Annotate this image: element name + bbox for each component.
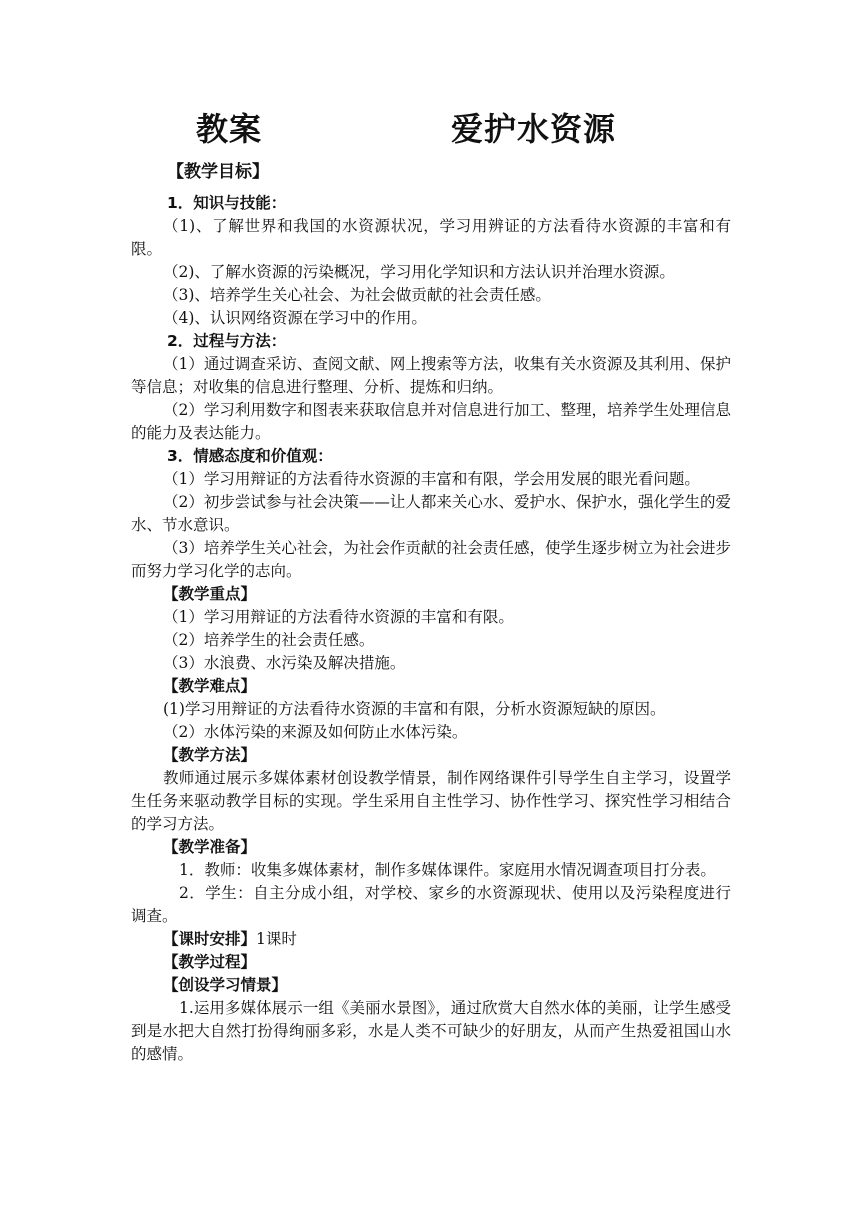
schedule-value: 1课时 <box>256 930 297 948</box>
section-heading: 【教学重点】 <box>163 585 257 603</box>
paragraph: （3）水浪费、水污染及解决措施。 <box>163 654 406 672</box>
paragraph: （2)、了解水资源的污染概况，学习用化学知识和方法认识并治理水资源。 <box>163 263 675 281</box>
title-right: 爱护水资源 <box>451 110 617 148</box>
section-heading: 【教学难点】 <box>163 677 257 695</box>
paragraph: （3)、培养学生关心社会、为社会做贡献的社会责任感。 <box>163 286 551 304</box>
paragraph: （1）学习用辩证的方法看待水资源的丰富和有限，学会用发展的眼光看问题。 <box>163 470 700 488</box>
paragraph: （2）学习利用数字和图表来获取信息并对信息进行加工、整理，培养学生处理信息的能力及表达能力。 <box>131 401 731 442</box>
paragraph: （1）学习用辩证的方法看待水资源的丰富和有限。 <box>163 608 514 626</box>
paragraph: （2）初步尝试参与社会决策——让人都来关心水、爱护水、保护水，强化学生的爱水、节水意识。 <box>131 493 731 534</box>
paragraph: （2）培养学生的社会责任感。 <box>163 631 375 649</box>
paragraph: （1)、了解世界和我国的水资源状况，学习用辨证的方法看待水资源的丰富和有限。 <box>131 217 731 258</box>
paragraph: (1)学习用辩证的方法看待水资源的丰富和有限，分析水资源短缺的原因。 <box>163 700 666 718</box>
section-heading: 【教学方法】 <box>163 746 257 764</box>
section-heading: 【创设学习情景】 <box>163 976 288 994</box>
document-body <box>131 158 731 1066</box>
paragraph: （2）水体污染的来源及如何防止水体污染。 <box>163 723 468 741</box>
title-left: 教案 <box>196 110 263 148</box>
section-heading: 2．过程与方法： <box>167 332 287 350</box>
paragraph: 教师通过展示多媒体素材创设教学情景，制作网络课件引导学生自主学习，设置学生任务来驱动教学目标的实现。学生采用自主性学习、协作性学习、探究性学习相结合的学习方法。 <box>131 769 731 833</box>
section-heading: 【教学准备】 <box>163 838 257 856</box>
paragraph: （1）通过调查采访、查阅文献、网上搜索等方法，收集有关水资源及其利用、保护等信息；对收集的信息进行整理、分析、提炼和归纳。 <box>131 355 731 396</box>
paragraph: （3）培养学生关心社会，为社会作贡献的社会责任感，使学生逐步树立为社会进步而努力学习化学的志向。 <box>131 539 731 580</box>
section-heading: 1．知识与技能： <box>167 194 287 212</box>
section-heading: 【教学目标】 <box>167 162 269 182</box>
document-title <box>0 104 860 154</box>
paragraph: 1.运用多媒体展示一组《美丽水景图》，通过欣赏大自然水体的美丽，让学生感受到是水把大自然打扮得绚丽多彩，水是人类不可缺少的好朋友，从而产生热爱祖国山水的感情。 <box>131 999 731 1063</box>
paragraph: 1．教师：收集多媒体素材，制作多媒体课件。家庭用水情况调查项目打分表。 <box>179 861 716 879</box>
schedule-line <box>131 928 731 951</box>
paragraph: （4)、认识网络资源在学习中的作用。 <box>163 309 427 327</box>
paragraph: 2．学生：自主分成小组，对学校、家乡的水资源现状、使用以及污染程度进行调查。 <box>131 884 731 925</box>
section-heading: 3．情感态度和价值观： <box>167 447 333 465</box>
schedule-label: 【课时安排】 <box>163 930 257 948</box>
section-heading: 【教学过程】 <box>163 953 257 971</box>
